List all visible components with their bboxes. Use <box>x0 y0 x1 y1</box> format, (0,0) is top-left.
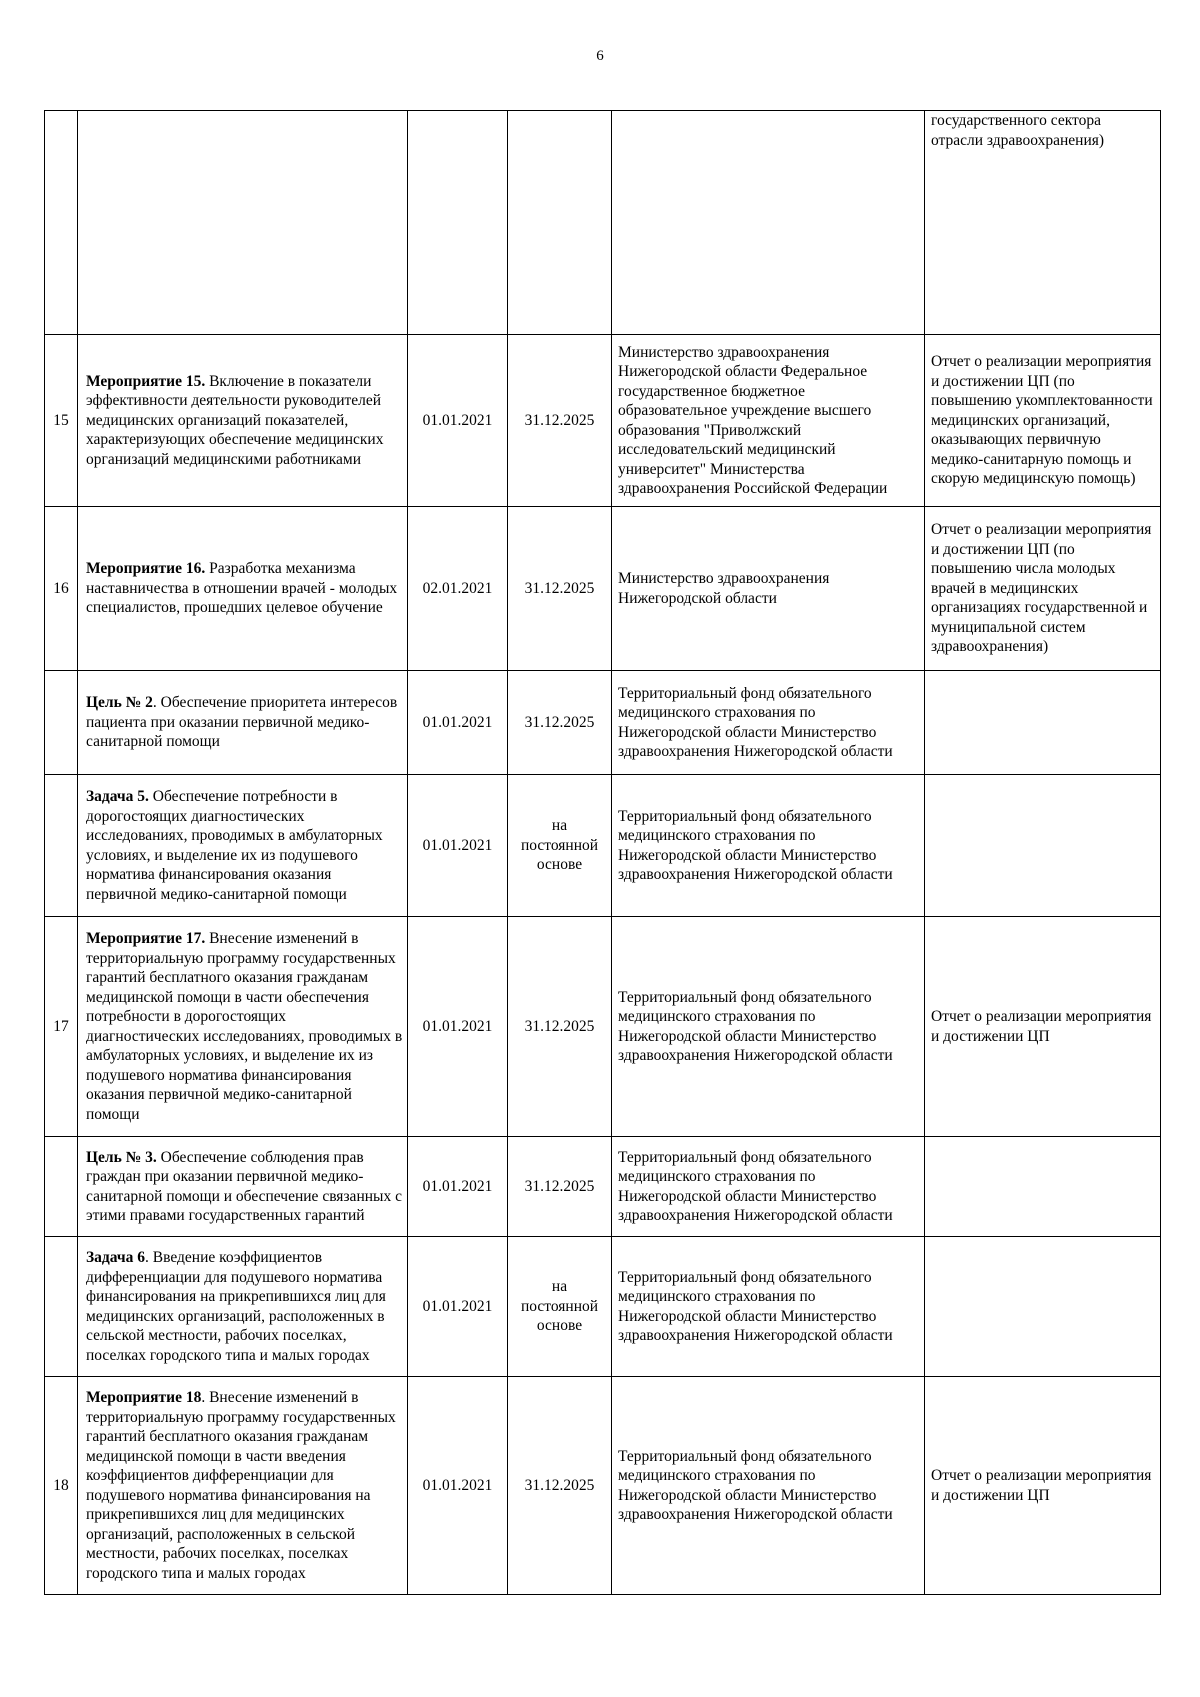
table-row <box>45 111 1161 335</box>
executor: Министерство здравоохранения Нижегородской области Федеральное государственное бюджетное образовательное учреждение высшего образования "Приволжский исследовательский медицинский университет" Министерства здравоохранения Российской Федерации <box>612 335 925 507</box>
end-date: 31.12.2025 <box>508 507 612 671</box>
row-number <box>45 775 78 917</box>
start-date: 01.01.2021 <box>408 335 508 507</box>
end-date: на постоянной основе <box>508 775 612 917</box>
result: Отчет о реализации мероприятия и достижении ЦП <box>925 1377 1161 1595</box>
table-row <box>45 775 1161 917</box>
measure-description <box>78 1237 408 1377</box>
result <box>925 1137 1161 1237</box>
executor: Территориальный фонд обязательного медицинского страхования по Нижегородской области Министерство здравоохранения Нижегородской области <box>612 671 925 775</box>
end-date: 31.12.2025 <box>508 917 612 1137</box>
result: Отчет о реализации мероприятия и достижении ЦП (по повышению числа молодых врачей в медицинских организациях государственной и муниципальной систем здравоохранения) <box>925 507 1161 671</box>
start-date: 01.01.2021 <box>408 775 508 917</box>
row-number: 15 <box>45 335 78 507</box>
task-text: . Введение коэффициентов дифференциации для подушевого норматива финансирования на прикрепившихся лиц для медицинских организаций, расположенных в сельской местности, рабочих поселках, поселках городского типа и малых городах <box>86 1249 386 1364</box>
end-date: 31.12.2025 <box>508 1137 612 1237</box>
measure-description <box>78 335 408 507</box>
result <box>925 671 1161 775</box>
result: Отчет о реализации мероприятия и достижении ЦП (по повышению укомплектованности медицинских организаций, оказывающих первичную медико-санитарную помощь и скорую медицинскую помощь) <box>925 335 1161 507</box>
row-number <box>45 671 78 775</box>
start-date <box>408 111 508 335</box>
measure-description <box>78 1377 408 1595</box>
start-date: 01.01.2021 <box>408 1137 508 1237</box>
measure-text: Включение в показатели эффективности деятельности руководителей медицинских организаций показателей, характеризующих обеспечение медицинских организаций медицинскими работниками <box>86 372 384 468</box>
result: государственного сектора отрасли здравоохранения) <box>925 111 1161 335</box>
end-date: 31.12.2025 <box>508 671 612 775</box>
measure-title: Мероприятие 16. <box>86 560 206 578</box>
task-text: Обеспечение потребности в дорогостоящих диагностических исследованиях, проводимых в амбулаторных условиях, и выделение их из подушевого норматива финансирования оказания первичной медико-санитарной помощи <box>86 788 383 903</box>
start-date: 01.01.2021 <box>408 1377 508 1595</box>
executor: Министерство здравоохранения Нижегородской области <box>612 507 925 671</box>
measure-title: Мероприятие 18 <box>86 1389 202 1406</box>
measure-description <box>78 917 408 1137</box>
result <box>925 775 1161 917</box>
start-date: 01.01.2021 <box>408 1237 508 1377</box>
measure-text: Внесение изменений в территориальную программу государственных гарантий бесплатного оказания гражданам медицинской помощи в части обеспечения потребности в дорогостоящих диагностических исследованиях, проводимых в амбулаторных условиях, и выделение их из подушевого норматива финансирования оказания первичной медико-санитарной помощи <box>86 930 403 1123</box>
measure-description <box>78 507 408 671</box>
measure-description <box>78 775 408 917</box>
start-date: 02.01.2021 <box>408 507 508 671</box>
table-row <box>45 1377 1161 1595</box>
measure-description <box>78 1137 408 1237</box>
row-number <box>45 1237 78 1377</box>
start-date: 01.01.2021 <box>408 917 508 1137</box>
task-title: Задача 5. <box>86 788 149 805</box>
executor: Территориальный фонд обязательного медицинского страхования по Нижегородской области Министерство здравоохранения Нижегородской области <box>612 1137 925 1237</box>
task-title: Задача 6 <box>86 1249 146 1266</box>
goal-title: Цель № 2 <box>86 694 153 712</box>
end-date <box>508 111 612 335</box>
table-row <box>45 671 1161 775</box>
row-number <box>45 1137 78 1237</box>
page-number: 6 <box>596 48 604 64</box>
goal-title: Цель № 3. <box>86 1148 157 1166</box>
row-number: 17 <box>45 917 78 1137</box>
executor: Территориальный фонд обязательного медицинского страхования по Нижегородской области Министерство здравоохранения Нижегородской области <box>612 1377 925 1595</box>
table-row <box>45 507 1161 671</box>
goal-text: Обеспечение соблюдения прав граждан при оказании первичной медико-санитарной помощи и обеспечение связанных с этими правами государственных гарантий <box>86 1148 402 1224</box>
measure-description <box>78 111 408 335</box>
executor: Территориальный фонд обязательного медицинского страхования по Нижегородской области Министерство здравоохранения Нижегородской области <box>612 1237 925 1377</box>
result <box>925 1237 1161 1377</box>
end-date: 31.12.2025 <box>508 1377 612 1595</box>
row-number <box>45 111 78 335</box>
row-number: 16 <box>45 507 78 671</box>
table-row <box>45 1137 1161 1237</box>
plan-table <box>44 110 1161 1595</box>
measure-text: Разработка механизма наставничества в отношении врачей - молодых специалистов, прошедших целевое обучение <box>86 560 398 617</box>
goal-text: . Обеспечение приоритета интересов пациента при оказании первичной медико-санитарной помощи <box>86 694 398 751</box>
table-row <box>45 1237 1161 1377</box>
measure-title: Мероприятие 17. <box>86 930 206 947</box>
end-date: на постоянной основе <box>508 1237 612 1377</box>
measure-description <box>78 671 408 775</box>
end-date: 31.12.2025 <box>508 335 612 507</box>
row-number: 18 <box>45 1377 78 1595</box>
executor: Территориальный фонд обязательного медицинского страхования по Нижегородской области Министерство здравоохранения Нижегородской области <box>612 775 925 917</box>
executor <box>612 111 925 335</box>
measure-text: . Внесение изменений в территориальную программу государственных гарантий бесплатного оказания гражданам медицинской помощи в части введения коэффициентов дифференциации для подушевого норматива финансирования на прикрепившихся лиц для медицинских организаций, расположенных в сельской местности, рабочих поселках, поселках городского типа и малых городах <box>86 1389 396 1582</box>
table-row <box>45 335 1161 507</box>
executor: Территориальный фонд обязательного медицинского страхования по Нижегородской области Министерство здравоохранения Нижегородской области <box>612 917 925 1137</box>
start-date: 01.01.2021 <box>408 671 508 775</box>
table-row <box>45 917 1161 1137</box>
result: Отчет о реализации мероприятия и достижении ЦП <box>925 917 1161 1137</box>
measure-title: Мероприятие 15. <box>86 372 206 390</box>
